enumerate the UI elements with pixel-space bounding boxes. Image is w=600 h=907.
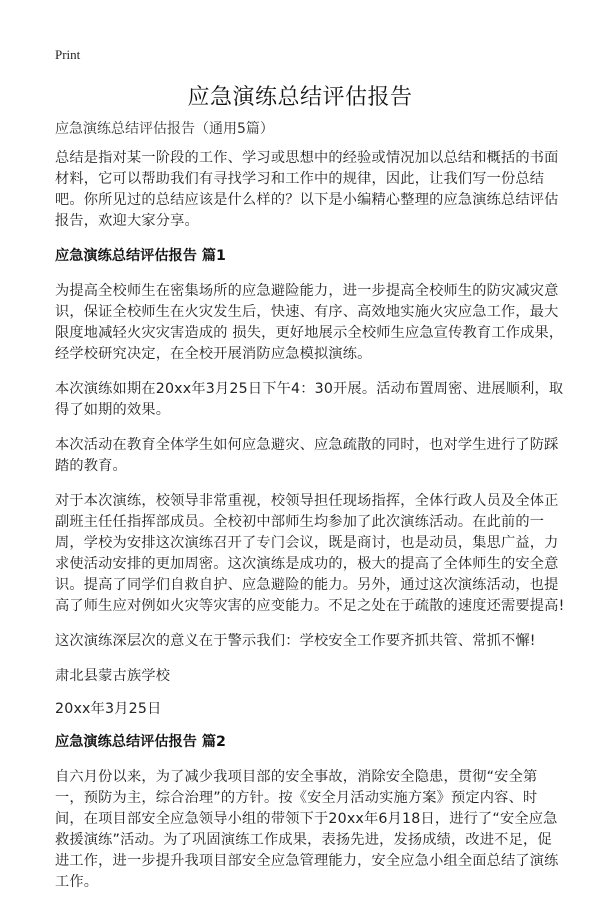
signature-date: 20xx年3月25日 <box>55 701 162 717</box>
section1-paragraph-2: 本次演练如期在20xx年3月25日下午4：30开展。活动布置周密、进展顺利，取得了如期的效果。 <box>55 381 564 418</box>
signature-school: 肃北县蒙古族学校 <box>55 668 171 684</box>
section-heading-1: 应急演练总结评估报告 篇1 <box>55 248 226 264</box>
section2-paragraph-1: 自六月份以来，为了减少我项目部的安全事故，消除安全隐患，贯彻“安全第一，预防为主，综合治理”的方针。按《安全月活动实施方案》预定内容、时间，在项目部安全应急领导小组的带领下于20xx年6月18日，进行了“安全应急救援演练”活动。为了巩固演练工作成果，表扬先进，发扬成绩，改进不足，促进工作，进一步提升我项目部安全应急管理能力，安全应急小组全面总结了演练工作。 <box>55 769 559 890</box>
section1-paragraph-4: 对于本次演练，校领导非常重视，校领导担任现场指挥，全体行政人员及全体正副班主任任指挥部成员。全校初中部师生均参加了此次演练活动。在此前的一周，学校为安排这次演练召开了专门会议，既是商讨，也是动员，集思广益，力求使活动安排的更加周密。这次演练是成功的，极大的提高了全体师生的安全意识。提高了同学们自救自护、应急避险的能力。另外，通过这次演练活动，也提高了师生应对例如火灾等灾害的应变能力。不足之处在于疏散的速度还需要提高! <box>55 493 565 614</box>
document-body <box>55 148 565 907</box>
document-subtitle: 应急演练总结评估报告（通用5篇） <box>55 121 274 137</box>
page-title: 应急演练总结评估报告 <box>187 85 413 110</box>
intro-paragraph: 总结是指对某一阶段的工作、学习或思想中的经验或情况加以总结和概括的书面材料，它可以帮助我们有寻找学习和工作中的规律，因此，让我们写一份总结吧。你所见过的总结应该是什么样的？以下是小编精心整理的应急演练总结评估报告，欢迎大家分享。 <box>55 150 559 229</box>
print-link[interactable]: Print <box>55 47 81 62</box>
section1-paragraph-1: 为提高全校师生在密集场所的应急避险能力，进一步提高全校师生的防灾减灾意识，保证全校师生在火灾发生后，快速、有序、高效地实施火灾应急工作，最大限度地减轻火灾灾害造成的 损失，更好地展示全校师生应急宣传教育工作成果，经学校研究决定，在全校开展消防应急模拟演练。 <box>55 283 564 362</box>
section1-paragraph-3: 本次活动在教育全体学生如何应急避灾、应急疏散的同时，也对学生进行了防踩踏的教育。 <box>55 437 559 474</box>
section-heading-2: 应急演练总结评估报告 篇2 <box>55 734 226 750</box>
section1-paragraph-5: 这次演练深层次的意义在于警示我们：学校安全工作要齐抓共管、常抓不懈! <box>55 633 536 649</box>
